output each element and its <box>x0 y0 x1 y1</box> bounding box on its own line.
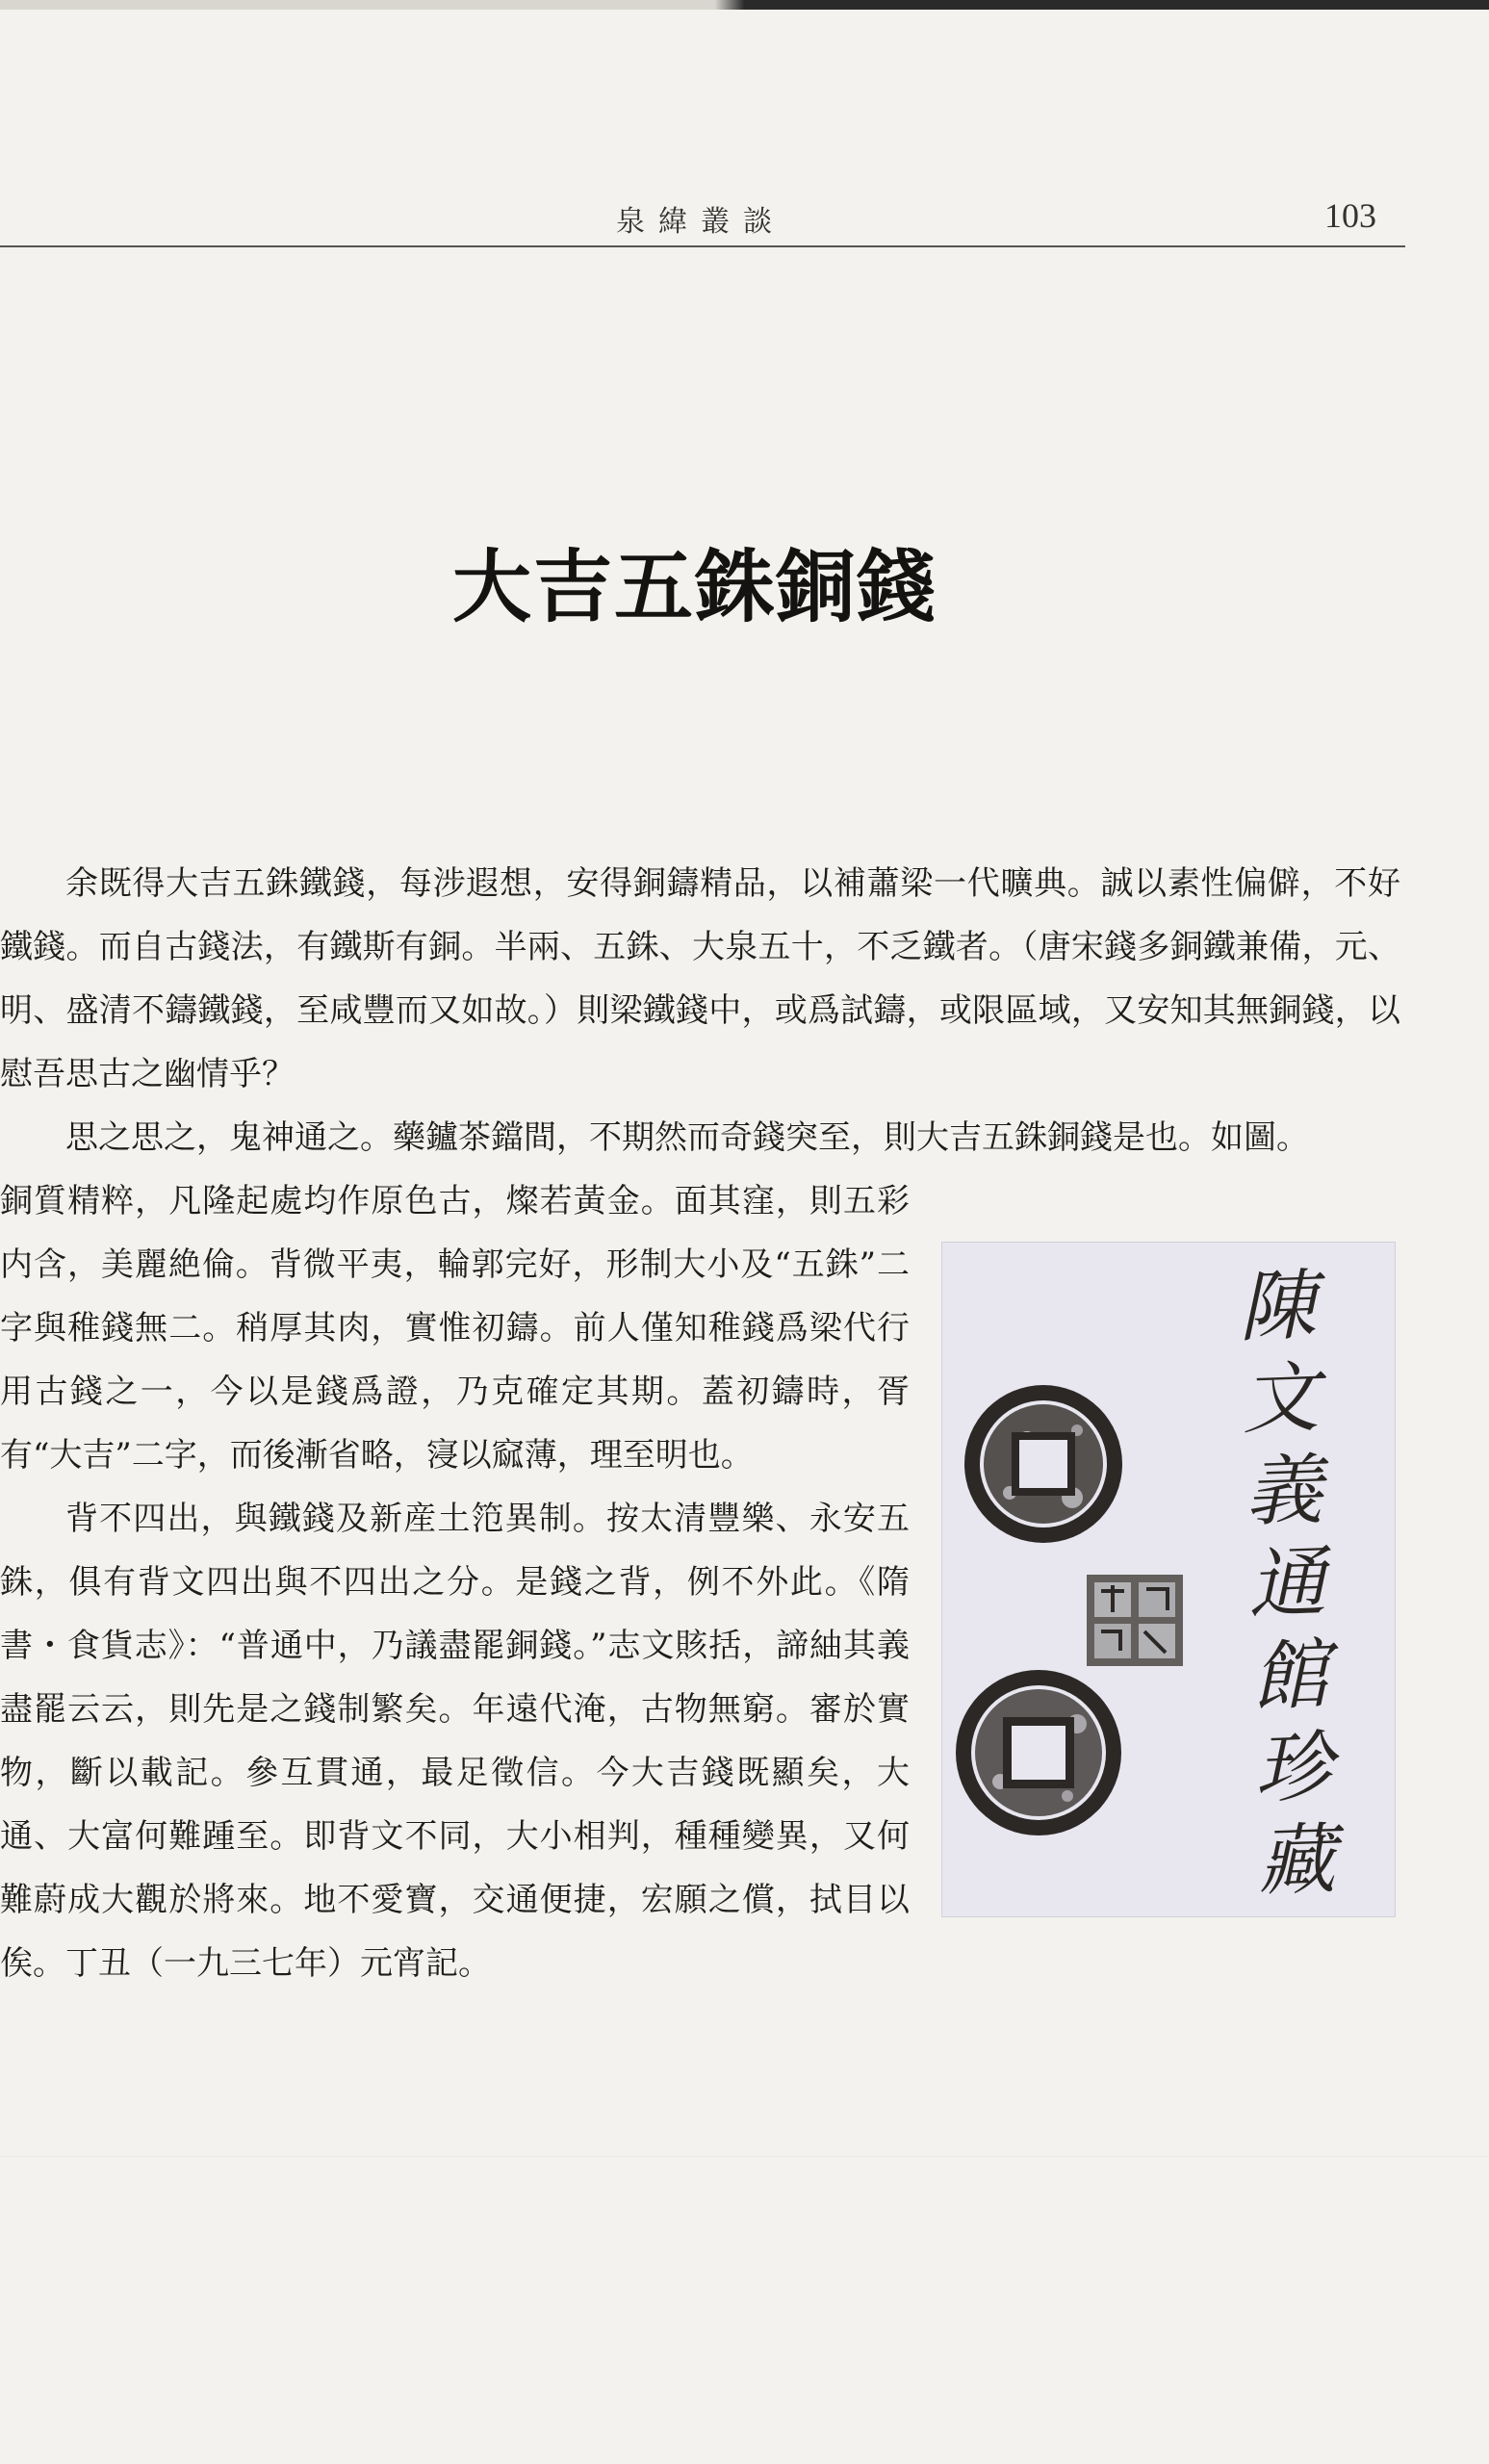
body-paragraph: 銅質精粹，凡隆起處均作原色古，燦若黃金。面其窪，則五彩内含，美麗絶倫。背微平夷，輪郭完好，形制大小及“五銖”二字與稚錢無二。稍厚其肉，實惟初鑄。前人僅知稚錢爲梁代行用古錢之一，今以是錢爲證，乃克確定其期。蓋初鑄時，胥有“大吉”二字，而後漸省略，寖以窳薄，理至明也。 <box>0 1182 910 1475</box>
coin-reverse-rubbing <box>956 1670 1121 1835</box>
coin-obverse-rubbing <box>964 1385 1122 1543</box>
page-number: 103 <box>1324 196 1376 235</box>
bleed-through-line <box>0 2156 1489 2157</box>
collector-seal <box>1087 1575 1183 1666</box>
top-scan-edge <box>0 0 1489 10</box>
running-header <box>0 178 1405 247</box>
article-title: 大吉五銖銅錢 <box>452 541 938 633</box>
body-paragraph: 思之思之，鬼神通之。藥鑪茶鐺間，不期然而奇錢突至，則大吉五銖銅錢是也。如圖。 <box>65 1118 1309 1157</box>
body-paragraph: 背不四出，與鐵錢及新産土笵異制。按太清豐樂、永安五銖，俱有背文四出與不四出之分。是錢之背，例不外此。《隋書・食貨志》：“普通中，乃議盡罷銅錢。”志文賅括，諦紬其義盡罷云云，則先是之錢制繁矣。年遠代淹，古物無窮。審於實物，斷以載記。參互貫通，最足徵信。今大吉錢既顯矣，大通、大富何難踵至。即背文不同，大小相判，種種變異，又何難蔚成大觀於將來。地不愛寶，交通便捷，宏願之償，拭目以俟。丁丑（一九三七年）元宵記。 <box>0 1500 910 1983</box>
coin-rubbing-figure <box>941 1242 1396 1917</box>
calligraphy-inscription: 陳文義通館珍藏 <box>1237 1260 1337 1907</box>
body-paragraph: 余既得大吉五銖鐵錢，每涉遐想，安得銅鑄精品，以補蕭梁一代曠典。誠以素性偏僻，不好鐵錢。而自古錢法，有鐵斯有銅。半兩、五銖、大泉五十，不乏鐵者。（唐宋錢多銅鐵兼備，元、明、盛清不鑄鐵錢，至咸豐而又如故。）則梁鐵錢中，或爲試鑄，或限區域，又安知其無銅錢，以慰吾思古之幽情乎？ <box>0 864 1400 1093</box>
running-title: 泉緯叢談 <box>616 205 785 239</box>
